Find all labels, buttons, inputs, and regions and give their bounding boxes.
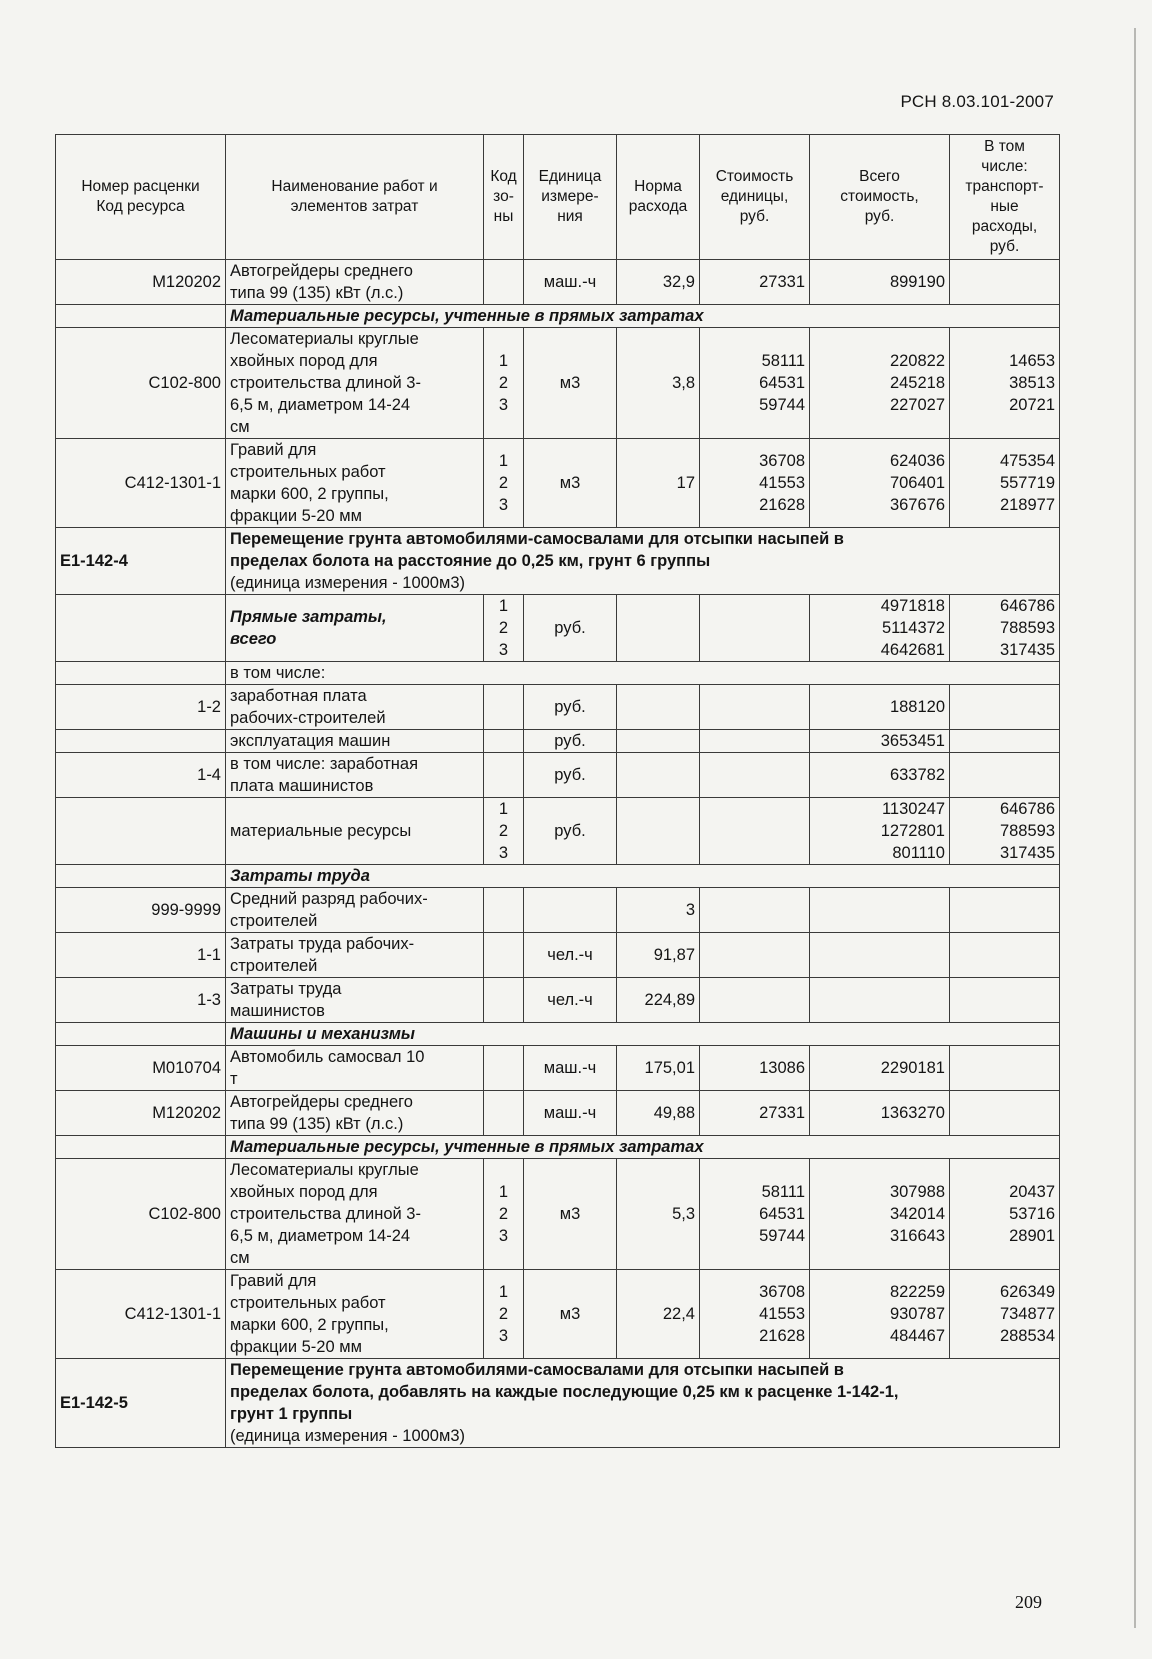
page-edge: [1134, 28, 1136, 1628]
table-row: М010704 Автомобиль самосвал 10 т маш.-ч 175,01 13086 2290181: [56, 1046, 1060, 1091]
section-title-row: Машины и механизмы: [56, 1023, 1060, 1046]
rate-header-row: [56, 1359, 1060, 1448]
header-total: Всего стоимость, руб.: [810, 135, 950, 260]
table-row: 1-2 заработная плата рабочих-строителей руб. 188120: [56, 685, 1060, 730]
rate-code: Е1-142-5: [56, 1359, 226, 1448]
table-row: С102-800 Лесоматериалы круглые хвойных пород для строительства длиной 3- 6,5 м, диаметром 14-24 см 1 2 3 м3 3,8 58111 64531 59744 220822 245218 227027 14653 38513 20721: [56, 328, 1060, 439]
header-name: Наименование работ и элементов затрат: [226, 135, 484, 260]
header-code: Номер расценки Код ресурса: [56, 135, 226, 260]
table-row: С412-1301-1 Гравий для строительных работ марки 600, 2 группы, фракции 5-20 мм 1 2 3 м3 22,4 36708 41553 21628 822259 930787 484467 626349 734877 288534: [56, 1270, 1060, 1359]
header-norm: Норма расхода: [617, 135, 700, 260]
table-row: материальные ресурсы 1 2 3 руб. 1130247 1272801 801110 646786 788593 317435: [56, 798, 1060, 865]
table-row: 999-9999 Средний разряд рабочих- строителей 3: [56, 888, 1060, 933]
rate-title: Перемещение грунта автомобилями-самосвалами для отсыпки насыпей в пределах болота, добавлять на каждые последующие 0,25 км к расценке 1-142-1, грунт 1 группы (единица измерения - 1000м3): [226, 1359, 1060, 1448]
header-unit: Единица измере- ния: [524, 135, 617, 260]
table-row: М120202 Автогрейдеры среднего типа 99 (135) кВт (л.с.) маш.-ч 49,88 27331 1363270: [56, 1091, 1060, 1136]
page-number: 209: [1015, 1592, 1042, 1612]
table-row: С102-800 Лесоматериалы круглые хвойных пород для строительства длиной 3- 6,5 м, диаметром 14-24 см 1 2 3 м3 5,3 58111 64531 59744 307988 342014 316643 20437 53716 28901: [56, 1159, 1060, 1270]
table-row: Прямые затраты, всего 1 2 3 руб. 4971818 5114372 4642681 646786 788593 317435: [56, 595, 1060, 662]
rates-table: [55, 134, 1060, 1448]
section-title-row: Материальные ресурсы, учтенные в прямых затратах: [56, 1136, 1060, 1159]
table-row: 1-3 Затраты труда машинистов чел.-ч 224,89: [56, 978, 1060, 1023]
rate-title: Перемещение грунта автомобилями-самосвалами для отсыпки насыпей в пределах болота на расстояние до 0,25 км, грунт 6 группы (единица измерения - 1000м3): [226, 528, 1060, 595]
section-title-row: Затраты труда: [56, 865, 1060, 888]
section-title-row: Материальные ресурсы, учтенные в прямых затратах: [56, 305, 1060, 328]
table-row: в том числе:: [56, 662, 1060, 685]
rate-code: Е1-142-4: [56, 528, 226, 595]
table-row: 1-1 Затраты труда рабочих- строителей чел.-ч 91,87: [56, 933, 1060, 978]
header-transport: В том числе: транспорт- ные расходы, руб.: [950, 135, 1060, 260]
table-header-row: [56, 135, 1060, 260]
table-row: М120202 Автогрейдеры среднего типа 99 (135) кВт (л.с.) маш.-ч 32,9 27331 899190: [56, 260, 1060, 305]
table-row: эксплуатация машин руб. 3653451: [56, 730, 1060, 753]
document-code: РСН 8.03.101-2007: [900, 92, 1054, 111]
table-row: 1-4 в том числе: заработная плата машинистов руб. 633782: [56, 753, 1060, 798]
header-price: Стоимость единицы, руб.: [700, 135, 810, 260]
table-row: С412-1301-1 Гравий для строительных работ марки 600, 2 группы, фракции 5-20 мм 1 2 3 м3 17 36708 41553 21628 624036 706401 367676 475354 557719 218977: [56, 439, 1060, 528]
rate-header-row: [56, 528, 1060, 595]
header-zone: Код зо- ны: [484, 135, 524, 260]
